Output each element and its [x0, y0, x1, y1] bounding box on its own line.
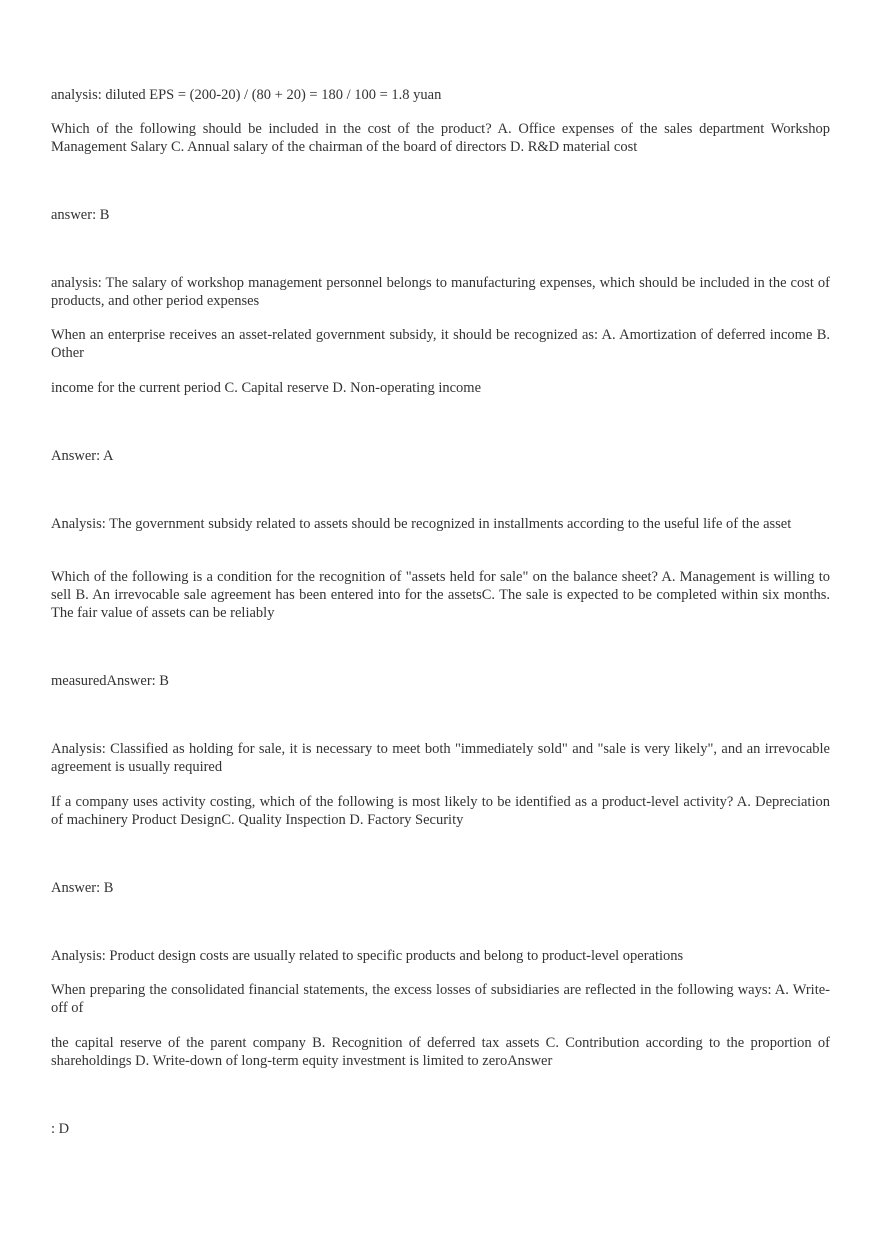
paragraph-question-continuation: the capital reserve of the parent company B. Recognition of deferred tax assets C. Contribution according to the proportion of shareholdings D. Write-down of long-term equity investment is limited to zeroAnswer — [51, 1035, 830, 1069]
paragraph-question-assets-held-for-sale: Which of the following is a condition for the recognition of "assets held for sale" on the balance sheet? A. Management is willing to sell B. An irrevocable sale agreement has been entered into for the assetsC. The sale is expected to be completed within six months. The fair value of assets can be reliably — [51, 569, 830, 621]
paragraph-question-continuation: income for the current period C. Capital reserve D. Non-operating income — [51, 380, 482, 396]
paragraph-question-consolidated-statements: When preparing the consolidated financial statements, the excess losses of subsidiaries are reflected in the following ways: A. Write-off of — [51, 982, 830, 1016]
paragraph-question-product-cost: Which of the following should be included in the cost of the product? A. Office expenses of the sales department Workshop Management Salary C. Annual salary of the chairman of the board of directors D. R&D material cost — [51, 121, 830, 155]
paragraph-analysis: Analysis: Product design costs are usually related to specific products and belong to product-level operations — [51, 948, 684, 964]
paragraph-answer: Answer: A — [51, 448, 114, 464]
paragraph-answer: measuredAnswer: B — [51, 673, 169, 689]
paragraph-analysis: Analysis: The government subsidy related to assets should be recognized in installments according to the useful life of the asset — [51, 516, 792, 532]
paragraph-answer: : D — [51, 1121, 70, 1137]
paragraph-question-government-subsidy: When an enterprise receives an asset-related government subsidy, it should be recognized as: A. Amortization of deferred income B. Other — [51, 327, 830, 361]
paragraph-analysis: Analysis: Classified as holding for sale, it is necessary to meet both "immediately sold" and "sale is very likely", and an irrevocable agreement is usually required — [51, 741, 830, 775]
paragraph-answer: answer: B — [51, 207, 110, 223]
paragraph-question-activity-costing: If a company uses activity costing, which of the following is most likely to be identified as a product-level activity? A. Depreciation of machinery Product DesignC. Quality Inspection D. Factory Security — [51, 794, 830, 828]
paragraph-answer: Answer: B — [51, 880, 114, 896]
paragraph-analysis: analysis: The salary of workshop management personnel belongs to manufacturing expenses, which should be included in the cost of products, and other period expenses — [51, 275, 830, 309]
paragraph-eps-analysis: analysis: diluted EPS = (200-20) / (80 + 20) = 180 / 100 = 1.8 yuan — [51, 87, 442, 103]
